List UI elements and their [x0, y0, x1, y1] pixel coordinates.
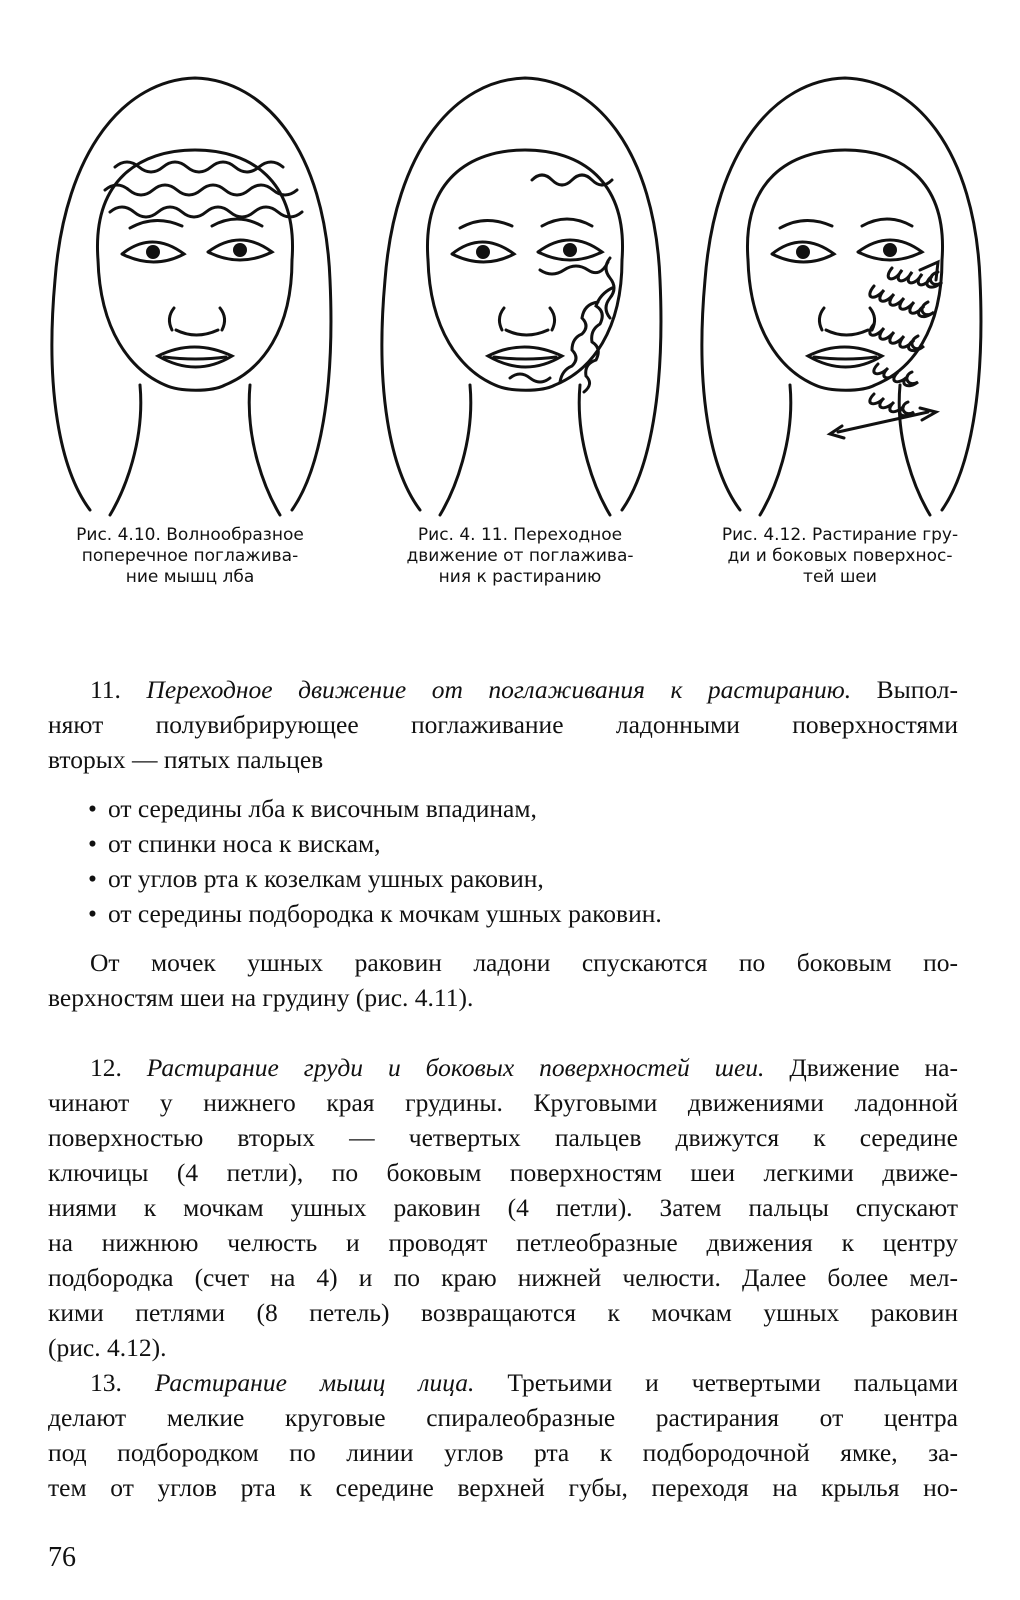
face-illustration-forehead-waves — [30, 40, 350, 520]
bullet-icon: • — [88, 794, 97, 823]
spacer — [48, 1015, 958, 1050]
bullet-text: от середины подбородка к мочкам ушных раковин. — [108, 899, 662, 928]
text-line: (рис. 4.12). — [48, 1333, 167, 1362]
caption-line: ние мышц лба — [125, 567, 255, 587]
figure-caption — [680, 525, 1000, 588]
bullet-icon: • — [88, 829, 97, 858]
section-number: 11. — [90, 675, 121, 704]
text-line: ниями к мочкам ушных раковин (4 петли). Затем пальцы спускают — [48, 1193, 958, 1222]
text-line — [48, 1050, 958, 1085]
page-number: 76 — [48, 1542, 76, 1573]
text-run: Третьими и четвертыми пальцами — [507, 1368, 958, 1397]
figure-caption — [360, 525, 680, 588]
text-line: поверхностью вторых — четвертых пальцев движутся к середине — [48, 1123, 958, 1152]
section-13 — [48, 1365, 958, 1505]
section-11 — [48, 672, 958, 777]
caption-line: ния к растиранию — [438, 567, 602, 587]
text-line: на нижнюю челюсть и проводят петлеобразные движения к центру — [48, 1228, 958, 1257]
bullet-item — [48, 791, 958, 826]
bullet-icon: • — [88, 899, 97, 928]
section-title: Растирание мышц лица. — [154, 1368, 475, 1397]
caption-line: Рис. 4. 11. Переходное — [417, 525, 623, 545]
text-line: вторых — пятых пальцев — [48, 745, 324, 774]
caption-line: тей шеи — [803, 567, 877, 587]
text-run: Движение на- — [789, 1053, 958, 1082]
bullet-text: от середины лба к височным впадинам, — [108, 794, 537, 823]
caption-line: поперечное поглажива- — [81, 546, 299, 566]
text-line — [48, 1365, 958, 1400]
section-number: 12. — [90, 1053, 122, 1082]
paragraph — [48, 945, 958, 1015]
face-illustration-neck-loops — [680, 40, 1000, 520]
caption-line: Рис. 4.12. Растирание гру- — [721, 525, 959, 545]
text-line: ключицы (4 петли), по боковым поверхностям шеи легкими движе- — [48, 1158, 958, 1187]
caption-line: движение от поглажива- — [406, 546, 634, 566]
text-line: под подбородком по линии углов рта к подбородочной ямке, за- — [48, 1438, 958, 1467]
bullet-icon: • — [88, 864, 97, 893]
figure-caption — [30, 525, 350, 588]
face-illustration-transition-waves — [360, 40, 680, 520]
section-title: Растирание груди и боковых поверхностей шеи. — [146, 1053, 765, 1082]
text-line: От мочек ушных раковин ладони спускаются по боковым по- — [90, 948, 958, 977]
bullet-text: от спинки носа к вискам, — [108, 829, 381, 858]
bullet-text: от углов рта к козелкам ушных раковин, — [108, 864, 544, 893]
text-line: няют полувибрирующее поглаживание ладонными поверхностями — [48, 710, 958, 739]
figure-4-10 — [30, 40, 350, 640]
text-line: верхностям шеи на грудину (рис. 4.11). — [48, 983, 474, 1012]
body-text — [48, 672, 958, 1505]
figures-row — [30, 40, 990, 640]
text-line: подбородка (счет на 4) и по краю нижней челюсти. Далее более мел- — [48, 1263, 958, 1292]
text-line — [48, 672, 958, 707]
text-line: тем от углов рта к середине верхней губы, переходя на крылья но- — [48, 1473, 958, 1502]
bullet-item — [48, 896, 958, 931]
figure-4-12 — [680, 40, 1000, 640]
caption-line: ди и боковых поверхнос- — [727, 546, 953, 566]
figure-4-11 — [360, 40, 680, 640]
section-number: 13. — [90, 1368, 122, 1397]
text-line: кими петлями (8 петель) возвращаются к мочкам ушных раковин — [48, 1298, 958, 1327]
bullet-item — [48, 861, 958, 896]
text-line: чинают у нижнего края грудины. Круговыми движениями ладонной — [48, 1088, 958, 1117]
section-12 — [48, 1050, 958, 1365]
text-run: Выпол- — [876, 675, 959, 704]
text-line: делают мелкие круговые спиралеобразные растирания от центра — [48, 1403, 958, 1432]
bullet-list — [48, 791, 958, 931]
section-title: Переходное движение от поглаживания к растиранию. — [146, 675, 852, 704]
caption-line: Рис. 4.10. Волнообразное — [76, 525, 304, 545]
bullet-item — [48, 826, 958, 861]
